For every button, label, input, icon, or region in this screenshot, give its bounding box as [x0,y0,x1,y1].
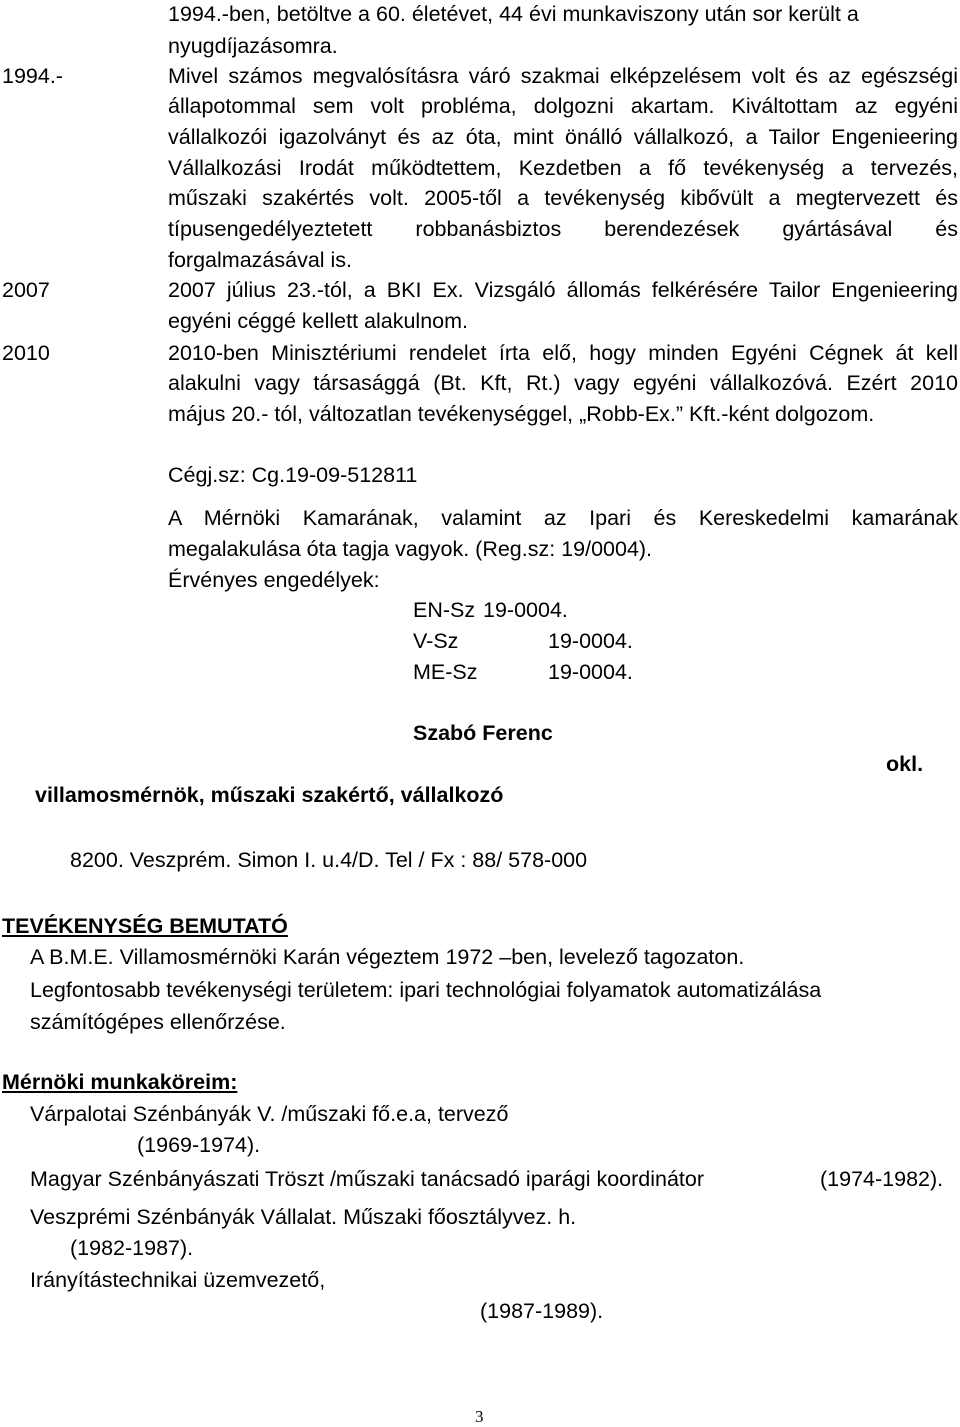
position-entry: Veszprémi Szénbányák Vállalat. Műszaki főosztályvez. h. [30,1205,577,1229]
signatory-title-prefix: okl. [886,752,924,776]
intro-line-2: nyugdíjazásomra. [168,34,338,58]
paragraph-2010-line: alakulni vagy társasággá (Bt. Kft, Rt.) vagy egyéni vállalkozóvá. Ezért 2010 [168,371,958,395]
permit-number: 19-0004. [483,598,568,622]
position-entry: Irányítástechnikai üzemvezető, [30,1268,326,1292]
paragraph-2010-line: május 20.- tól, változatlan tevékenységgel, „Robb-Ex.” Kft.-ként dolgozom. [168,402,875,426]
position-entry: Magyar Szénbányászati Tröszt /műszaki tanácsadó iparági koordinátor [30,1167,705,1191]
position-years: (1969-1974). [137,1133,261,1157]
signatory-name: Szabó Ferenc [413,721,553,745]
permit-code: ME-Sz [413,660,478,684]
contact-address: 8200. Veszprém. Simon I. u.4/D. Tel / Fx : 88/ 578-000 [70,848,588,872]
paragraph-2007-line: egyéni céggé kellett alakulnom. [168,309,468,333]
year-label-1994: 1994.- [2,64,63,88]
permit-code: V-Sz [413,629,459,653]
permit-code: EN-Sz [413,598,476,622]
paragraph-2007-line: 2007 július 23.-tól, a BKI Ex. Vizsgáló állomás felkérésére Tailor Engenieering [168,278,958,302]
paragraph-1994-line: forgalmazásával is. [168,248,353,272]
year-label-2010: 2010 [2,341,50,365]
activity-line: A B.M.E. Villamosmérnöki Karán végeztem 1972 –ben, levelező tagozaton. [30,945,745,969]
chamber-membership-line: megalakulása óta tagja vagyok. (Reg.sz: 19/0004). [168,537,653,561]
permit-number: 19-0004. [548,660,633,684]
paragraph-1994-line: Mivel számos megvalósításra váró szakmai elképzelésem volt és az egészségi [168,64,958,88]
paragraph-1994-line: vállalkozói igazolványt és az óta, mint önálló vállalkozó, a Tailor Engenieering [168,125,958,149]
activity-heading: TEVÉKENYSÉG BEMUTATÓ [2,914,288,938]
permit-number: 19-0004. [548,629,633,653]
paragraph-1994-line: típusengedélyeztetett robbanásbiztos berendezések gyártásával és [168,217,958,241]
position-years: (1987-1989). [480,1299,604,1323]
company-registration-number: Cégj.sz: Cg.19-09-512811 [168,463,418,487]
year-label-2007: 2007 [2,278,50,302]
activity-line: Legfontosabb tevékenységi területem: ipari technológiai folyamatok automatizálása [30,978,822,1002]
position-years: (1982-1987). [70,1236,194,1260]
position-years: (1974-1982). [820,1167,944,1191]
intro-line-1: 1994.-ben, betöltve a 60. életévet, 44 évi munkaviszony után sor került a [168,2,859,26]
paragraph-1994-line: Vállalkozási Irodát működtettem, Kezdetben a fő tevékenység a tervezés, [168,156,958,180]
positions-heading: Mérnöki munkaköreim: [2,1070,238,1094]
signatory-title: villamosmérnök, műszaki szakértő, vállalkozó [35,783,504,807]
paragraph-2010-line: 2010-ben Minisztériumi rendelet írta elő, hogy minden Egyéni Cégnek át kell [168,341,958,365]
position-entry: Várpalotai Szénbányák V. /műszaki fő.e.a, tervező [30,1102,509,1126]
chamber-membership-line: A Mérnöki Kamarának, valamint az Ipari és Kereskedelmi kamarának [168,506,958,530]
page-number: 3 [475,1407,484,1426]
permits-title: Érvényes engedélyek: [168,568,380,592]
paragraph-1994-line: műszaki szakértés volt. 2005-től a tevékenység kibővült a megtervezett és [168,186,958,210]
activity-line: számítógépes ellenőrzése. [30,1010,286,1034]
paragraph-1994-line: állapotommal sem volt probléma, dolgozni akartam. Kiváltottam az egyéni [168,94,958,118]
